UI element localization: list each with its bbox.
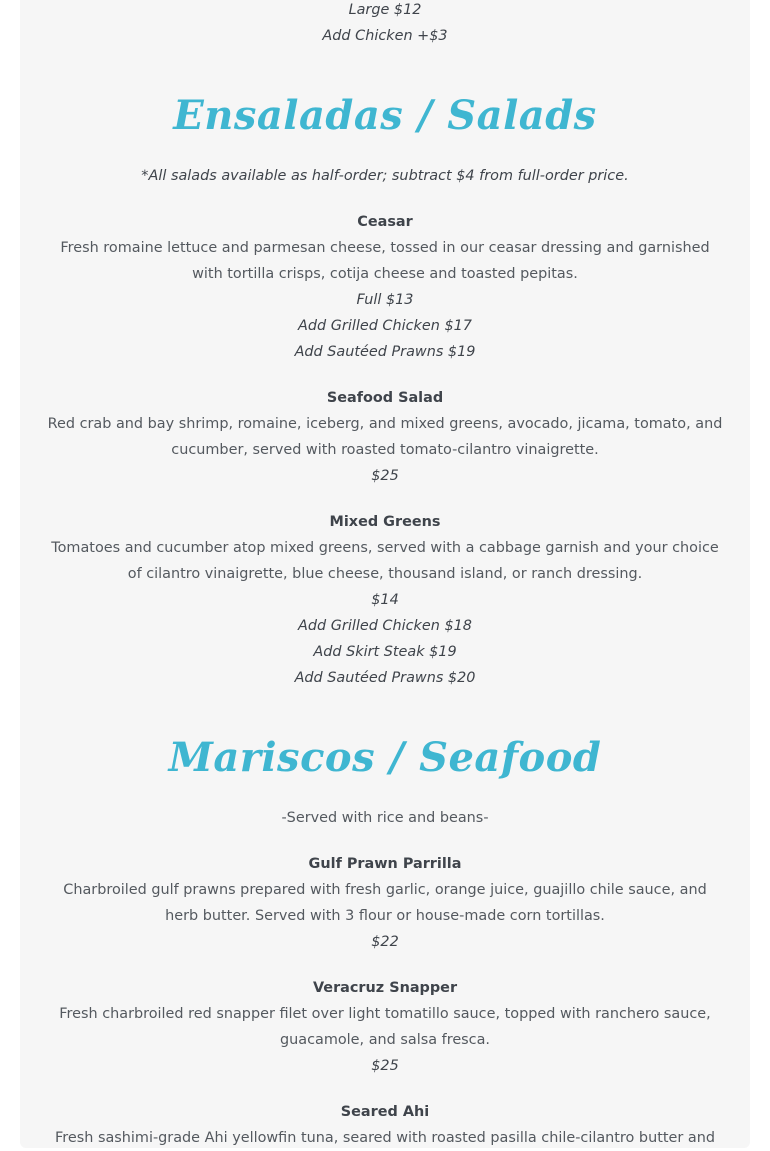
item-description: cucumber, served with roasted tomato-cilantro vinaigrette. xyxy=(171,442,599,458)
section-heading-salads: Ensaladas / Salads xyxy=(173,92,597,139)
salads-note: *All salads available as half-order; subtract $4 from full-order price. xyxy=(141,168,629,184)
item-description: Red crab and bay shrimp, romaine, iceberg, and mixed greens, avocado, jicama, tomato, and xyxy=(47,416,723,432)
item-addon: Add Grilled Chicken $18 xyxy=(298,618,472,634)
item-price: $22 xyxy=(371,934,399,950)
item-description: Fresh romaine lettuce and parmesan cheese, tossed in our ceasar dressing and garnished xyxy=(60,240,710,256)
item-name: Veracruz Snapper xyxy=(312,980,458,996)
item-description: Tomatoes and cucumber atop mixed greens, served with a cabbage garnish and your choice xyxy=(51,540,719,556)
item-addon: Add Sautéed Prawns $20 xyxy=(294,670,476,686)
item-description: with tortilla crisps, cotija cheese and toasted pepitas. xyxy=(192,266,578,282)
item-description: guacamole, and salsa fresca. xyxy=(279,1032,491,1048)
item-description: Fresh charbroiled red snapper filet over light tomatillo sauce, topped with ranchero sauce, xyxy=(59,1006,711,1022)
item-addon: Add Grilled Chicken $17 xyxy=(298,318,472,334)
item-name: Ceasar xyxy=(357,214,413,230)
item-name: Mixed Greens xyxy=(329,514,441,530)
item-price: $14 xyxy=(371,592,399,608)
section-heading-seafood: Mariscos / Seafood xyxy=(168,734,602,781)
item-price: Full $13 xyxy=(356,292,414,308)
price-large: Large $12 xyxy=(348,2,422,18)
seafood-note: -Served with rice and beans- xyxy=(281,810,489,826)
item-description: herb butter. Served with 3 flour or house-made corn tortillas. xyxy=(165,908,605,924)
item-name: Gulf Prawn Parrilla xyxy=(308,856,462,872)
item-name: Seafood Salad xyxy=(326,390,444,406)
item-addon: Add Skirt Steak $19 xyxy=(313,644,457,660)
item-price: $25 xyxy=(371,468,399,484)
item-price: $25 xyxy=(371,1058,399,1074)
item-addon: Add Sautéed Prawns $19 xyxy=(294,344,476,360)
item-description: of cilantro vinaigrette, blue cheese, thousand island, or ranch dressing. xyxy=(127,566,643,582)
add-chicken-option: Add Chicken +$3 xyxy=(322,28,448,44)
item-name: Seared Ahi xyxy=(340,1104,430,1120)
item-description: Charbroiled gulf prawns prepared with fresh garlic, orange juice, guajillo chile sauce, and xyxy=(63,882,707,898)
item-description: Fresh sashimi-grade Ahi yellowfin tuna, seared with roasted pasilla chile-cilantro butter and xyxy=(55,1130,715,1146)
